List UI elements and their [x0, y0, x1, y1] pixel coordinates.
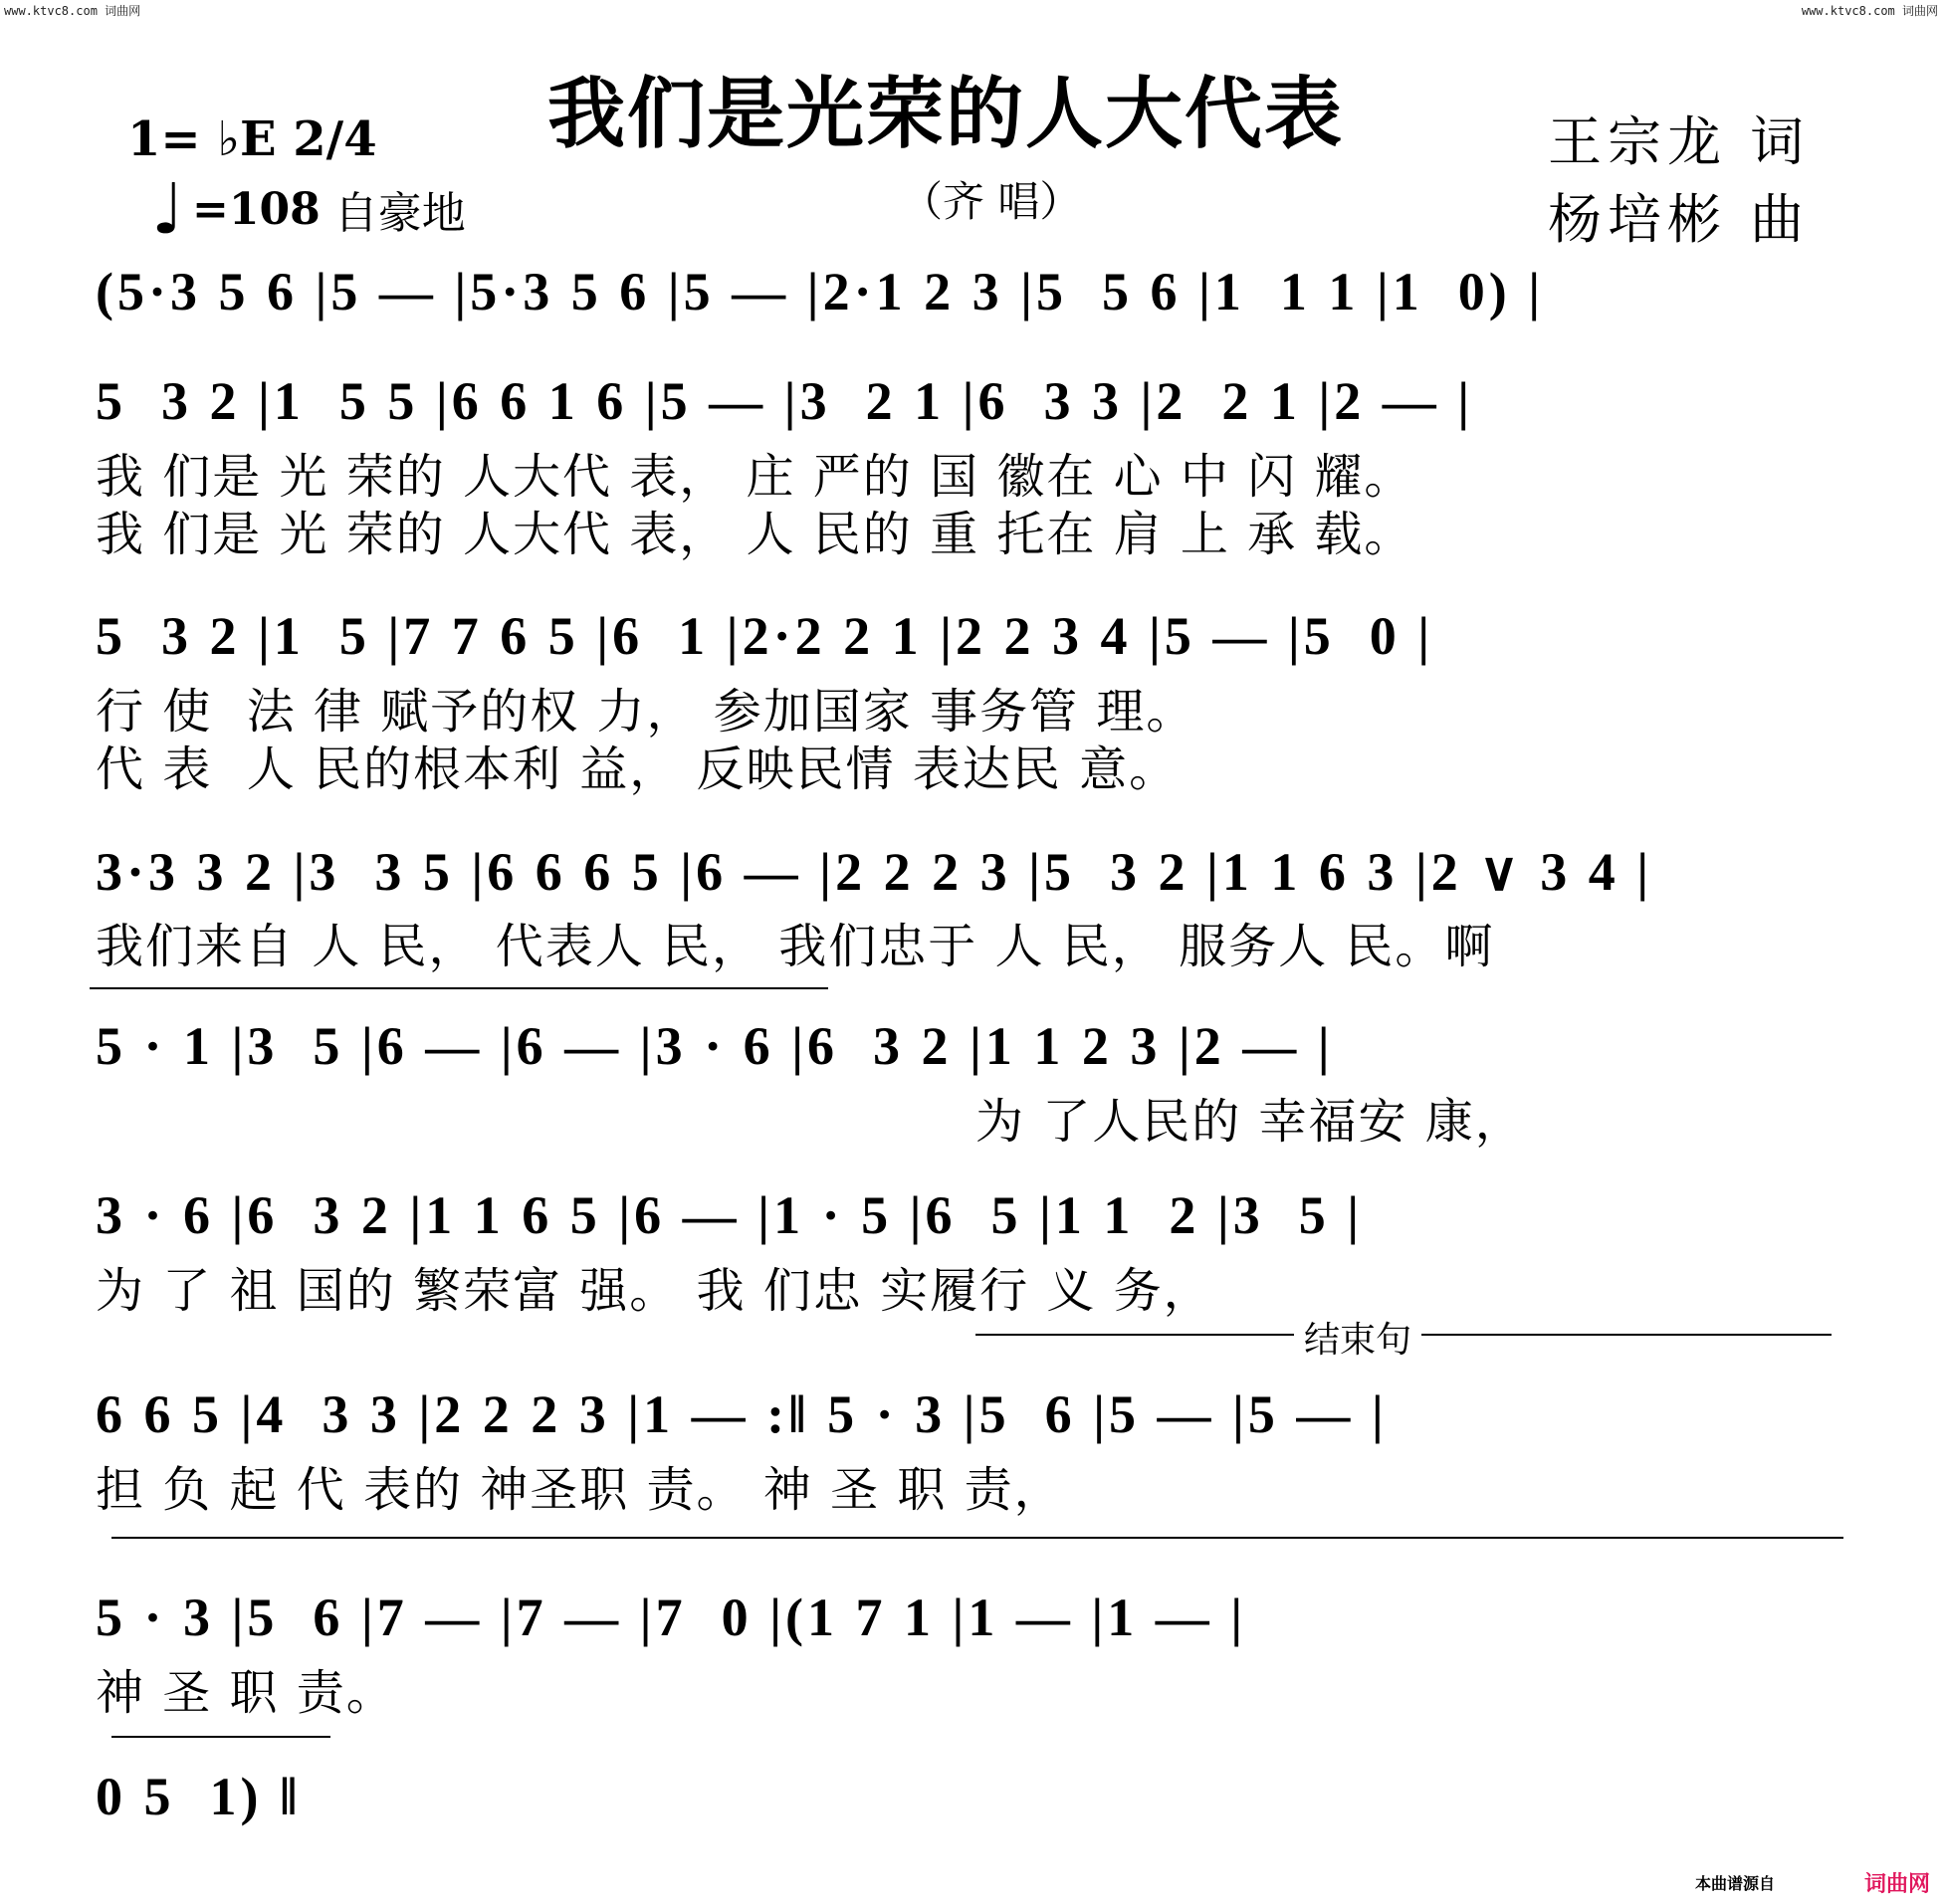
watermark-left: www.ktvc8.com 词曲网 — [4, 4, 141, 18]
watermark-right: www.ktvc8.com 词曲网 — [1801, 4, 1938, 18]
score-line-5-notes: 5 · 1 |3 5 |6 — |6 — |3 · 6 |6 3 2 |1 1 2 3 |2 — | — [96, 1016, 1334, 1076]
composer-credit: 杨培彬 曲 — [1548, 188, 1811, 251]
score-line-6-lyric-1: 为 了 祖 国的 繁荣富 强。 我 们忠 实履行 义 务， — [96, 1263, 1213, 1319]
score-line-4-notes: 3·3 3 2 |3 3 5 |6 6 6 5 |6 — |2 2 2 3 |5 3 2 |1 1 6 3 |2 ∨ 3 4 | — [96, 842, 1653, 902]
footer-logo: 词曲网 — [1863, 1872, 1930, 1897]
tempo-marking — [151, 168, 466, 250]
lyricist-credit: 王宗龙 词 — [1548, 110, 1811, 173]
song-subtitle: （齐 唱） — [901, 177, 1082, 226]
score-line-3-lyric-2: 代 表 人 民的根本利 益， 反映民情 表达民 意。 — [96, 741, 1180, 797]
score-line-5-lyric-1: 为 了人民的 幸福安 康， — [975, 1094, 1525, 1150]
score-line-6-notes: 3 · 6 |6 3 2 |1 1 6 5 |6 — |1 · 5 |6 5 |1 1 2 |3 5 | — [96, 1185, 1364, 1245]
score-line-8-lyric-1: 神 圣 职 责。 — [96, 1665, 396, 1721]
score-line-2-notes: 5 3 2 |1 5 5 |6 6 1 6 |5 — |3 2 1 |6 3 3 |2 2 1 |2 — | — [96, 371, 1474, 431]
score-line-4-lyric-1: 我们来自 人 民， 代表人 民， 我们忠于 人 民， 服务人 民。啊 — [96, 919, 1495, 974]
score-line-3-lyric-1: 行 使 法 律 赋予的权 力， 参加国家 事务管 理。 — [96, 684, 1196, 740]
score-line-2-lyric-2: 我 们是 光 荣的 人大代 表， 人 民的 重 托在 肩 上 承 载。 — [96, 507, 1414, 562]
score-line-8-notes: 5 · 3 |5 6 |7 — |7 — |7 0 |(1 7 1 |1 — |1 — | — [96, 1587, 1247, 1647]
song-title: 我们是光荣的人大代表 — [547, 69, 1345, 159]
score-line-3-notes: 5 3 2 |1 5 |7 7 6 5 |6 1 |2·2 2 1 |2 2 3 4 |5 — |5 0 | — [96, 606, 1434, 666]
score-line-7-notes: 6 6 5 |4 3 3 |2 2 2 3 |1 — :‖ 5 · 3 |5 6 |5 — |5 — | — [96, 1384, 1388, 1444]
tempo-bpm: =108 — [192, 183, 321, 235]
score-line-9-notes: 0 5 1) ‖ — [96, 1767, 302, 1826]
score-line-7-lyric-1: 担 负 起 代 表的 神圣职 责。 神 圣 职 责， — [96, 1462, 1064, 1518]
score-line-2-lyric-1: 我 们是 光 荣的 人大代 表， 庄 严的 国 徽在 心 中 闪 耀。 — [96, 449, 1414, 505]
ending-label: 结束句 — [1294, 1312, 1421, 1363]
slur-line-end — [111, 1736, 330, 1738]
quarter-note-icon: ♩ — [151, 168, 185, 250]
footer-source: 本曲谱源自 — [1694, 1874, 1775, 1893]
key-signature: 1= ♭E 2/4 — [127, 111, 377, 167]
score-line-1-notes: (5·3 5 6 |5 — |5·3 5 6 |5 — |2·1 2 3 |5 5 6 |1 1 1 |1 0) | — [96, 262, 1545, 321]
expression-marking: 自豪地 — [333, 188, 466, 239]
divider-line — [111, 1537, 1843, 1539]
slur-line — [90, 987, 828, 989]
